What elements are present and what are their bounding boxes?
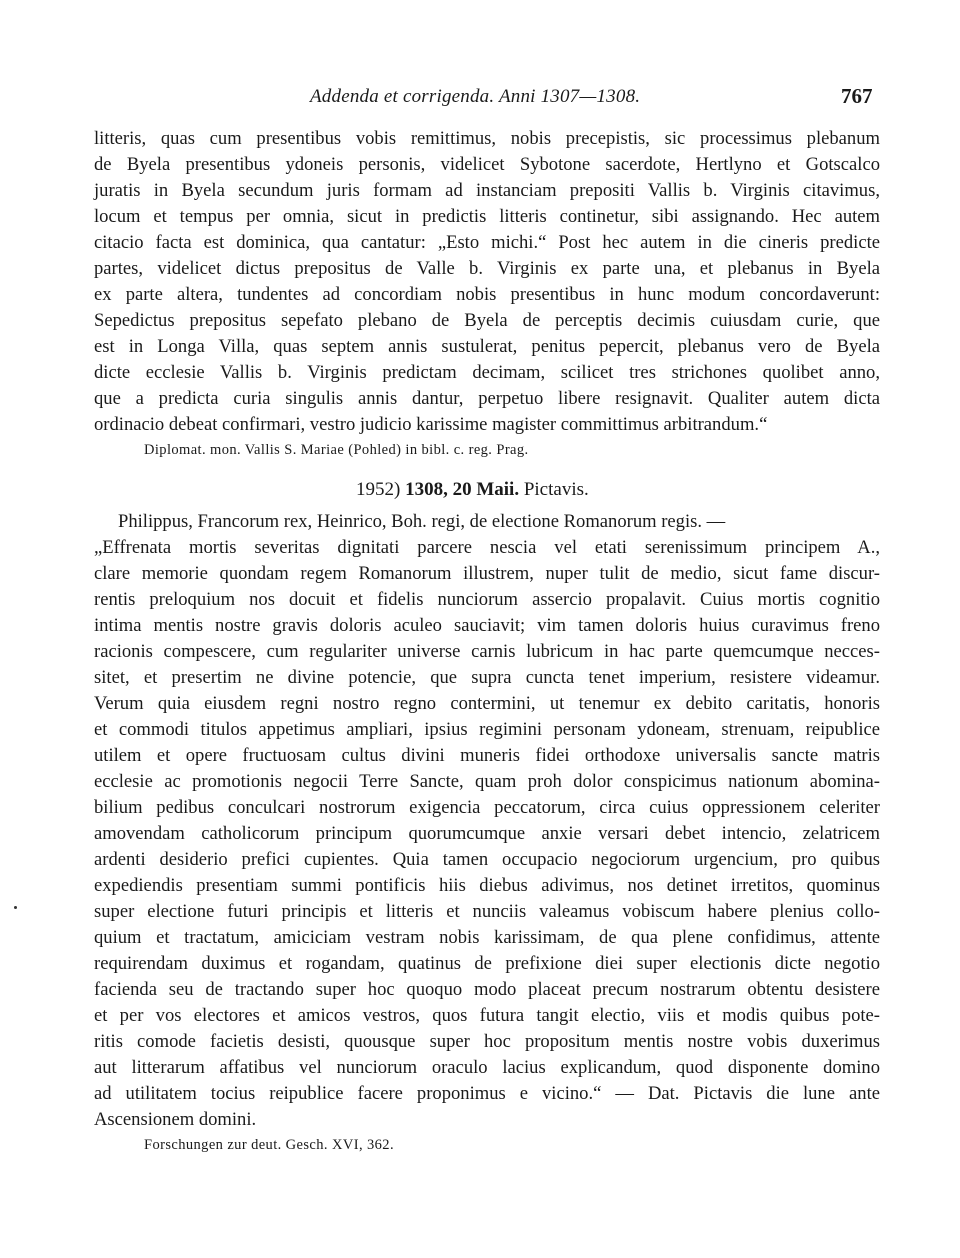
- text-line: requirendam duximus et rogandam, quatinus de prefixione diei super electionis dicte negotio: [94, 953, 880, 974]
- source-citation: Diplomat. mon. Vallis S. Mariae (Pohled) in bibl. c. reg. Prag.: [144, 442, 529, 458]
- section-2-text: [94, 509, 880, 1156]
- text-line: Verum quia eiusdem regni nostro regno contermini, ut tenemur ex debito caritatis, honoris: [94, 693, 880, 714]
- text-line: citacio facta est dominica, qua cantatur: „Esto michi.“ Post hec autem in die cineris predicte: [94, 232, 880, 253]
- text-line: intima mentis nostre gravis doloris aculeo sauciavit; vim tamen doloris huius curavimus freno: [94, 615, 880, 636]
- text-line: ad utilitatem tocius reipublice facere proponimus e vicino.“ — Dat. Pictavis die lune ante: [94, 1083, 880, 1104]
- text-line: et per vos electores et amicos vestros, quos futura tangit electio, viis et modis quibus pote-: [94, 1005, 880, 1026]
- text-line: bilium pedibus conculcari nostrorum exigencia peccatorum, circa cuius oppressionem celeriter: [94, 797, 880, 818]
- text-line: quium et tractatum, amiciciam vestram nobis karissimam, de qua plene confidimus, attente: [94, 927, 880, 948]
- document-heading: [356, 479, 589, 501]
- text-line: que a predicta curia singulis annis dantur, perpetuo libere resignavit. Qualiter autem dicta: [94, 388, 880, 409]
- text-line: amovendam catholicorum principum quorumcumque anxie versari debet intencio, zelatricem: [94, 823, 880, 844]
- text-line: sitet, et presertim ne divine potencie, que supra cuncta tenet imperium, resistere videamur.: [94, 667, 880, 688]
- text-line: clare memorie quondam regem Romanorum illustrem, nuper tulit de medio, sicut fame discur-: [94, 563, 880, 584]
- margin-mark: [14, 906, 17, 909]
- text-line: Sepedictus prepositus sepefato plebano de Byela de perceptis decimis cuiusdam curie, que: [94, 310, 880, 331]
- page-number: 767: [841, 84, 873, 108]
- text-line: „Effrenata mortis severitas dignitati parcere nescia vel etati serenissimum principem A.,: [94, 537, 880, 558]
- text-line: ecclesie ac promotionis negocii Terre Sancte, quam proh dolor conspicimus nationum abomina-: [94, 771, 880, 792]
- text-line: expediendis presentiam summi pontificis hiis diebus adivimus, nos detinet irretitos, quominus: [94, 875, 880, 896]
- text-line: super electione futuri principis et litteris et nunciis valeamus vobiscum habere plenius collo-: [94, 901, 880, 922]
- text-line: ardenti desiderio prefici cupientes. Quia tamen occupacio negociorum urgencium, pro quibus: [94, 849, 880, 870]
- text-line: est in Longa Villa, quas septem annis sustulerat, penitus pepercit, plebanus vero de Byela: [94, 336, 880, 357]
- text-line: locum et tempus per omnia, sicut in predictis litteris continetur, sibi assignando. Hec autem: [94, 206, 880, 227]
- text-line: rentis preloquium nos docuit et fidelis nunciorum assercio propalavit. Cuius mortis cognitio: [94, 589, 880, 610]
- source-citation: Forschungen zur deut. Gesch. XVI, 362.: [144, 1137, 394, 1153]
- text-line: juratis in Byela secundum juris formam ad instanciam prepositi Vallis b. Virginis citavimus,: [94, 180, 880, 201]
- text-line: ritis comode facietis desisti, quousque super hoc propositum mentis nostre vobis duxerimus: [94, 1031, 880, 1052]
- text-line: facienda seu de tractando super hoc quoquo modo placeat precum nostrarum obtentu desistere: [94, 979, 880, 1000]
- text-line: Ascensionem domini.: [94, 1109, 257, 1130]
- running-head: Addenda et corrigenda. Anni 1307—1308.: [310, 86, 641, 107]
- text-line: dicte ecclesie Vallis b. Virginis predictam decimam, scilicet tres strichones quolibet anno,: [94, 362, 880, 383]
- section-1-text: [94, 126, 880, 461]
- text-line: aut litterarum affatibus vel nunciorum oraculo lacius explicandum, quod disponente domino: [94, 1057, 880, 1078]
- text-line: et commodi titulos appetimus ampliari, ipsius regimini personam ydoneam, strenuam, reipublice: [94, 719, 880, 740]
- text-line: litteris, quas cum presentibus vobis remittimus, nobis precepistis, sic processimus plebanum: [94, 128, 880, 149]
- regest-line: Philippus, Francorum rex, Heinrico, Boh. regi, de electione Romanorum regis. —: [118, 511, 726, 532]
- text-line: racionis compescere, cum regulariter universe carnis lubricum in hac parte quemcumque necces-: [94, 641, 880, 662]
- text-line: partes, videlicet dictus prepositus de Valle b. Virginis ex parte una, et plebanus in Byela: [94, 258, 880, 279]
- text-line: de Byela presentibus ydoneis personis, videlicet Sybotone sacerdote, Hertlyno et Gotscalco: [94, 154, 880, 175]
- text-line: ex parte altera, tundentes ad concordiam nobis presentibus in hunc modum concordaverunt:: [94, 284, 880, 305]
- document-place: Pictavis.: [523, 479, 589, 500]
- text-line: utilem et opere fructuosam cultus divini muneris fidei orthodoxe universalis sancte matris: [94, 745, 880, 766]
- document-date: 1308, 20 Maii.: [405, 479, 520, 500]
- text-line: ordinacio debeat confirmari, vestro judicio karissime magister committimus arbitrandum.“: [94, 414, 768, 435]
- document-number: 1952): [356, 479, 401, 500]
